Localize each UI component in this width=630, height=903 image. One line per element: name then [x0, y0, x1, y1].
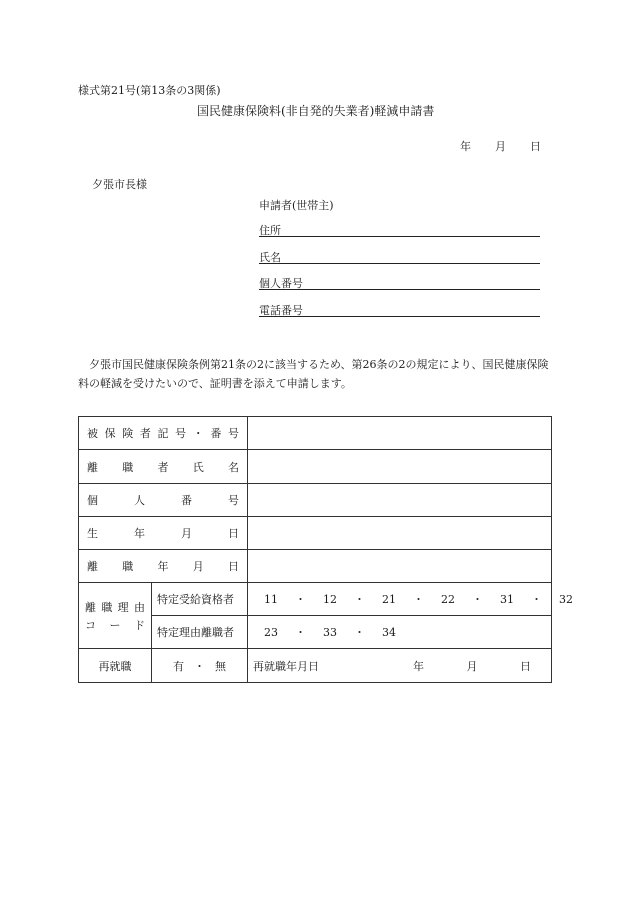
table-row	[79, 649, 552, 683]
reemployment-date-cell[interactable]	[248, 649, 552, 683]
label-char: ・	[413, 593, 424, 606]
label-char: ・	[192, 427, 204, 440]
label-char: 由	[133, 600, 145, 614]
date-day-label: 日	[530, 140, 541, 153]
label-char: 者	[157, 460, 169, 474]
label-char: 年	[157, 560, 169, 573]
form-title: 国民健康保険料(非自発的失業者)軽減申請書	[197, 104, 435, 118]
application-table	[78, 416, 573, 683]
table-row	[79, 583, 552, 616]
label-char: 号	[228, 427, 239, 440]
birth-date-label	[79, 517, 248, 550]
reemployment-label: 再就職	[79, 649, 152, 683]
specified-qualified-codes	[248, 583, 573, 616]
personal-number-row-label	[79, 484, 248, 517]
personal-number-row-value[interactable]	[248, 484, 552, 517]
label-char: 月	[192, 560, 204, 573]
yes-no-choice[interactable]	[152, 649, 248, 683]
leaver-name-value[interactable]	[248, 450, 552, 484]
personal-number-field[interactable]	[259, 276, 540, 290]
label-char: 号	[175, 427, 187, 440]
label-char: 職	[122, 460, 134, 474]
label-char: 12	[323, 592, 337, 606]
label-char: 記	[157, 427, 169, 440]
label-char: ド	[134, 618, 145, 632]
label-char: 有	[173, 659, 184, 673]
leave-date-value[interactable]	[248, 550, 552, 583]
label-char: 年	[413, 659, 424, 673]
form-number: 様式第21号(第13条の3関係)	[78, 84, 221, 97]
label-char: ・	[531, 593, 542, 606]
address-field[interactable]	[259, 223, 540, 237]
label-char: 名	[228, 460, 239, 474]
specified-reason-label: 特定理由離職者	[152, 616, 248, 649]
label-char: 月	[466, 659, 478, 673]
label-char: 32	[559, 592, 573, 606]
label-char: 年	[134, 527, 145, 540]
label-char: 番	[210, 427, 222, 440]
label-char: ・	[354, 593, 365, 606]
label-char: 日	[520, 659, 531, 673]
label-char: 11	[264, 592, 278, 606]
label-char: 月	[181, 527, 192, 540]
personal-number-label: 個人番号	[259, 277, 303, 290]
table-row	[79, 417, 552, 450]
label-char: 氏	[192, 460, 204, 474]
applicant-heading: 申請者(世帯主)	[259, 199, 334, 212]
name-label: 氏名	[259, 251, 281, 264]
phone-field[interactable]	[259, 303, 540, 317]
application-statement: 夕張市国民健康保険条例第21条の2に該当するため、第26条の2の規定により、国民健康保険料の軽減を受けたいので、証明書を添えて申請します。	[78, 358, 549, 390]
label-char: 34	[382, 625, 396, 639]
insured-symbol-number-value[interactable]	[248, 417, 552, 450]
label-char: 日	[228, 560, 239, 573]
label-char: ー	[109, 618, 121, 632]
label-char: 職	[101, 600, 113, 614]
table-row	[79, 517, 552, 550]
label-char: 個	[87, 494, 98, 507]
label-char: 離	[87, 560, 98, 573]
label-char: 保	[104, 427, 116, 440]
label-char: 理	[117, 600, 129, 614]
date-month-label: 月	[495, 140, 506, 153]
specified-qualified-label: 特定受給資格者	[152, 583, 248, 616]
insured-symbol-number-label	[79, 417, 248, 450]
label-char: 日	[228, 527, 239, 540]
label-char: ・	[472, 593, 483, 606]
label-char: コ	[85, 618, 96, 632]
label-char: ・	[354, 626, 365, 639]
label-char: 人	[134, 494, 145, 507]
label-char: 離	[85, 600, 96, 614]
label-char: 33	[323, 625, 337, 639]
label-char: ・	[194, 659, 205, 673]
label-char: 22	[441, 592, 455, 606]
label-char: 23	[264, 625, 278, 639]
addressee: 夕張市長様	[92, 178, 147, 191]
label-char: 21	[382, 592, 396, 606]
label-char: 番	[181, 494, 192, 507]
name-field[interactable]	[259, 250, 540, 264]
label-char: ・	[295, 593, 306, 606]
label-char: ・	[295, 626, 306, 639]
label-char: 無	[215, 659, 226, 673]
specified-reason-codes	[248, 616, 552, 649]
leave-date-label	[79, 550, 248, 583]
reason-code-label	[79, 583, 152, 649]
label-char: 31	[500, 592, 514, 606]
reemployment-date-label: 再就職年月日	[253, 659, 319, 673]
label-char: 号	[228, 494, 239, 507]
leaver-name-label	[79, 450, 248, 484]
label-char: 被	[87, 427, 98, 440]
label-char: 生	[87, 527, 98, 540]
label-char: 険	[122, 427, 134, 440]
label-char: 者	[139, 427, 151, 440]
birth-date-value[interactable]	[248, 517, 552, 550]
label-char: 離	[87, 460, 98, 474]
table-row	[79, 484, 552, 517]
table-row	[79, 550, 552, 583]
label-char: 職	[122, 560, 134, 573]
address-label: 住所	[259, 224, 281, 237]
phone-label: 電話番号	[259, 304, 303, 317]
table-row	[79, 450, 552, 484]
date-year-label: 年	[460, 140, 471, 153]
